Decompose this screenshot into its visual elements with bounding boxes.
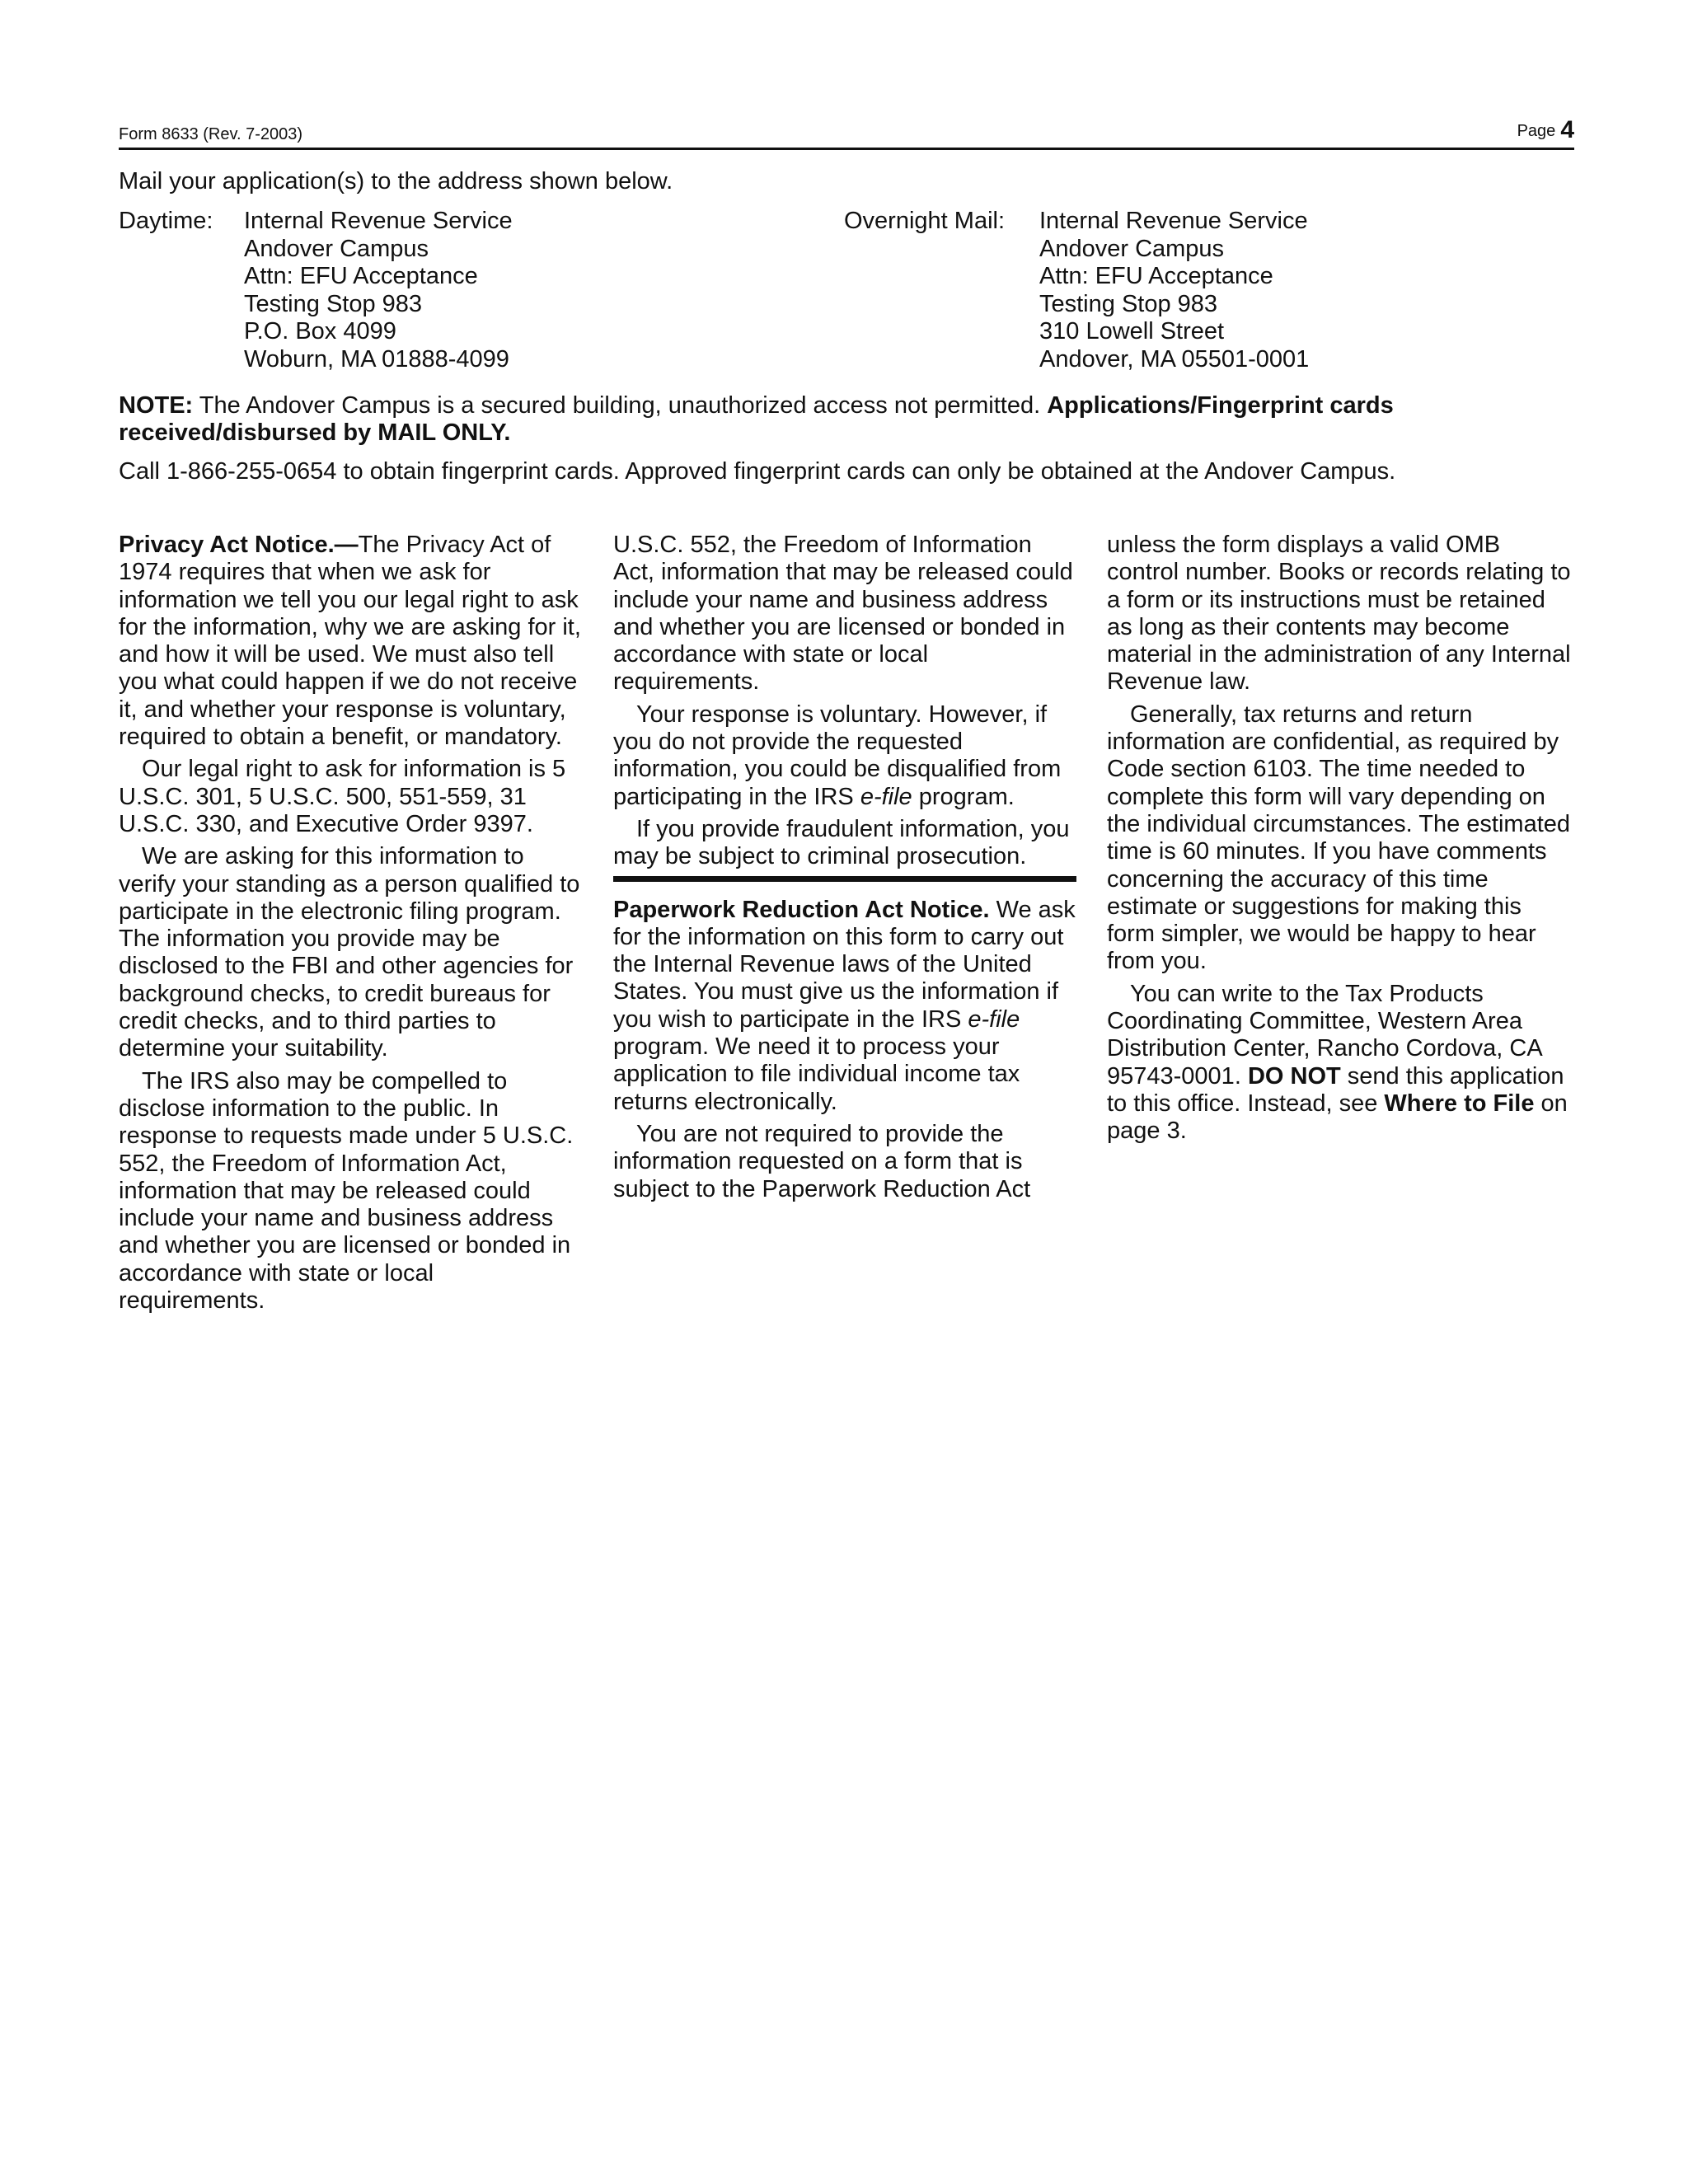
overnight-address-block	[844, 208, 1421, 381]
address-line: Internal Revenue Service	[1039, 208, 1308, 234]
daytime-address-block	[119, 208, 696, 381]
column-3	[1107, 532, 1574, 1151]
efile-term: e-file	[968, 1005, 1020, 1033]
paperwork-paragraph: Generally, tax returns and return information are confidential, as required by Code section 6103. The time needed to complete this form will vary depending on the individual circumstances. The estimated time is 60 minutes. If you have comments concerning the accuracy of this time estimate or suggestions for making this form simpler, we would be happy to hear from you.	[1107, 701, 1571, 975]
address-line: Testing Stop 983	[1039, 290, 1218, 317]
privacy-paragraph	[613, 701, 1076, 811]
section-divider	[613, 876, 1076, 882]
note-label: NOTE:	[119, 392, 194, 419]
privacy-paragraph: Our legal right to ask for information is 5 U.S.C. 301, 5 U.S.C. 500, 551-559, 31 U.S.C. 330, and Executive Order 9397.	[119, 756, 566, 837]
paperwork-heading: Paperwork Reduction Act Notice.	[613, 896, 990, 923]
form-identifier: Form 8633 (Rev. 7-2003)	[119, 125, 303, 143]
column-2	[613, 532, 1076, 1208]
page-label: Page	[1517, 122, 1556, 140]
paperwork-paragraph-continued: unless the form displays a valid OMB control number. Books or records relating to a form or its instructions must be retained as long as their contents may become material in the administration of any Internal Revenue law.	[1107, 532, 1571, 696]
privacy-paragraph: The IRS also may be compelled to disclose information to the public. In response to requests made under 5 U.S.C. 552, the Freedom of Information Act, information that may be released could include your name and business address and whether you are licensed or bonded in accordance with state or local requirements.	[119, 1067, 574, 1315]
mail-instruction: Mail your application(s) to the address shown below.	[119, 168, 673, 194]
address-line: Andover Campus	[244, 235, 429, 262]
daytime-label: Daytime:	[119, 208, 213, 234]
address-line: P.O. Box 4099	[244, 318, 396, 344]
address-line: Internal Revenue Service	[244, 208, 513, 234]
privacy-paragraph: We are asking for this information to verify your standing as a person qualified to participate in the electronic filing program. The information you provide may be disclosed to the FBI and other agencies for background checks, to credit bureaus for credit checks, and to third parties to determine your suitability.	[119, 843, 580, 1062]
page-indicator	[1517, 116, 1574, 144]
fingerprint-call-text: Call 1-866-255-0654 to obtain fingerprint cards. Approved fingerprint cards can only be obtained at the Andover Campus.	[119, 458, 1396, 485]
do-not-emphasis: DO NOT	[1247, 1062, 1341, 1090]
overnight-address	[1039, 208, 1309, 373]
daytime-address	[244, 208, 513, 373]
privacy-text: program.	[912, 783, 1015, 810]
note-text: The Andover Campus is a secured building, unauthorized access not permitted.	[193, 392, 1048, 419]
address-line: Woburn, MA 01888-4099	[244, 345, 509, 373]
privacy-heading: Privacy Act Notice.—	[119, 532, 359, 558]
paperwork-text: send this application to this office. Instead, see	[1107, 1062, 1564, 1117]
privacy-text: The Privacy Act of 1974 requires that when we ask for information we tell you our legal right to ask for the information, why we are asking for it, and how it will be used. We must also tell you what could happen if we do not receive it, and whether your response is voluntary, required to obtain a benefit, or mandatory.	[119, 532, 581, 751]
paperwork-text: on page 3.	[1107, 1090, 1568, 1145]
where-to-file-reference: Where to File	[1384, 1090, 1535, 1117]
paperwork-paragraph	[1107, 981, 1574, 1146]
efile-term: e-file	[860, 783, 912, 810]
paperwork-paragraph: You are not required to provide the information requested on a form that is subject to the Paperwork Reduction Act	[613, 1120, 1031, 1202]
page-header	[119, 117, 1574, 150]
privacy-text: Your response is voluntary. However, if you do not provide the requested information, you could be disqualified from participating in the IRS	[613, 701, 1062, 810]
overnight-label: Overnight Mail:	[844, 208, 1006, 234]
paperwork-text: program. We need it to process your application to file individual income tax returns electronically.	[613, 1033, 1020, 1115]
paperwork-text: We ask for the information on this form to carry out the Internal Revenue laws of the United States. You must give us the information if you wish to participate in the IRS	[613, 896, 1076, 1033]
security-note	[119, 392, 1574, 447]
address-line: 310 Lowell Street	[1039, 318, 1225, 344]
address-line: Andover Campus	[1039, 235, 1225, 262]
privacy-paragraph	[119, 532, 582, 751]
paperwork-text: You can write to the Tax Products Coordinating Committee, Western Area Distribution Center, Rancho Cordova, CA 95743-0001.	[1107, 980, 1542, 1090]
address-line: Andover, MA 05501-0001	[1039, 345, 1310, 373]
paperwork-paragraph	[613, 897, 1076, 1116]
address-line: Attn: EFU Acceptance	[1039, 263, 1273, 289]
column-1	[119, 532, 582, 1315]
note-bold-text: Applications/Fingerprint cards received/disbursed by MAIL ONLY.	[119, 392, 1394, 446]
privacy-paragraph-continued: U.S.C. 552, the Freedom of Information Act, information that may be released could include your name and business address and whether you are licensed or bonded in accordance with state or local requirements.	[613, 532, 1073, 696]
address-line: Attn: EFU Acceptance	[244, 263, 478, 289]
page-number: 4	[1560, 116, 1574, 143]
address-line: Testing Stop 983	[244, 290, 423, 317]
privacy-paragraph: If you provide fraudulent information, you may be subject to criminal prosecution.	[613, 815, 1070, 870]
